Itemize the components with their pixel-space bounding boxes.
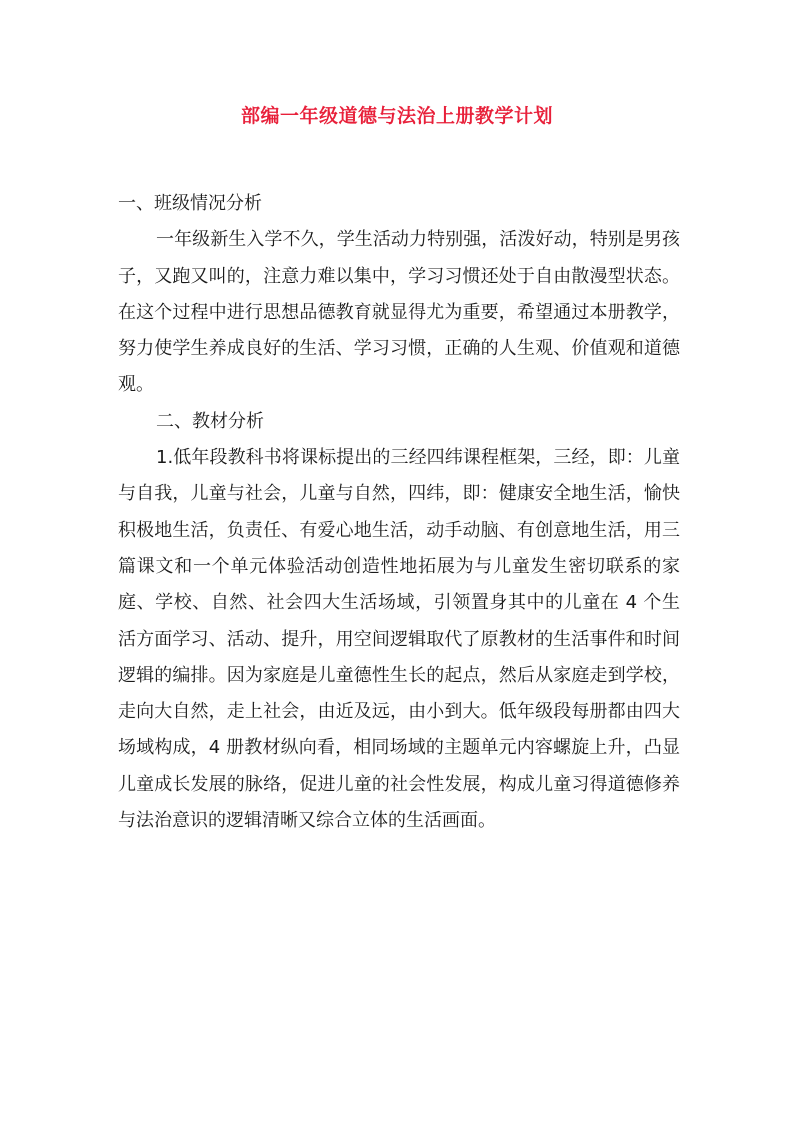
- document-title: 部编一年级道德与法治上册教学计划: [240, 105, 553, 127]
- document-body: [118, 186, 680, 839]
- paragraph-textbook-analysis: 1.低年段教科书将课标提出的三经四纬课程框架，三经，即：儿童与自我，儿童与社会，儿童与自然，四纬，即：健康安全地生活，愉快积极地生活，负责任、有爱心地生活，动手动脑、有创意地生活，用三篇课文和一个单元体验活动创造性地拓展为与儿童发生密切联系的家庭、学校、自然、社会四大生活场域，引领置身其中的儿童在 4 个生活方面学习、活动、提升，用空间逻辑取代了原教材的生活事件和时间逻辑的编排。因为家庭是儿童德性生长的起点，然后从家庭走到学校，走向大自然，走上社会，由近及远，由小到大。低年级段每册都由四大场域构成，4 册教材纵向看，相同场域的主题单元内容螺旋上升，凸显儿童成长发展的脉络，促进儿童的社会性发展，构成儿童习得道德修养与法治意识的逻辑清晰又综合立体的生活画面。: [118, 447, 680, 832]
- section-heading-class-analysis: 一、班级情况分析: [118, 193, 262, 214]
- section-heading-textbook-analysis: 二、教材分析: [156, 410, 264, 432]
- paragraph-class-analysis: 一年级新生入学不久，学生活动力特别强，活泼好动，特别是男孩子，又跑又叫的，注意力难以集中，学习习惯还处于自由散漫型状态。在这个过程中进行思想品德教育就显得尤为重要，希望通过本册教学，努力使学生养成良好的生活、学习习惯，正确的人生观、价值观和道德观。: [118, 229, 680, 396]
